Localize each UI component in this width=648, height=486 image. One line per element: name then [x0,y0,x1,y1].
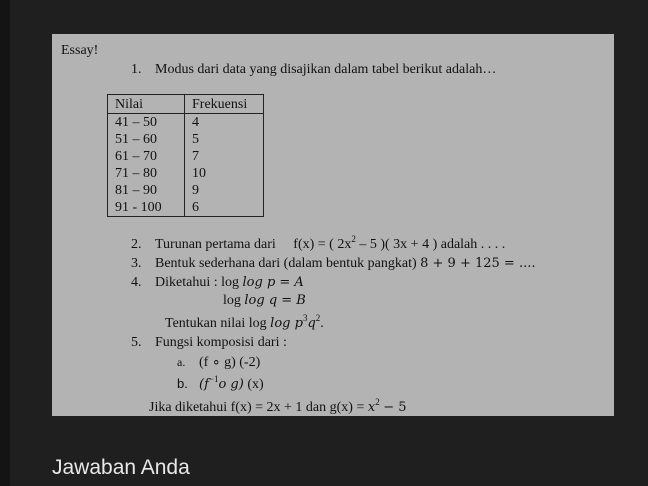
table-cell-frekuensi: 5 [185,131,264,148]
question-1-text: Modus dari data yang disajikan dalam tabel berikut adalah… [155,62,497,77]
table-cell-nilai: 91 - 100 [108,199,185,217]
question-4-find-label: Tentukan nilai log [165,316,267,331]
question-4-find [165,313,324,332]
table-cell-nilai: 71 – 80 [108,165,185,182]
table-row [108,199,264,217]
table-header-nilai: Nilai [108,95,185,114]
question-4-find-exponent-2: 2 [315,313,321,323]
table-header-row [108,95,264,114]
question-5-b-open: (f [199,377,209,392]
question-5-given-exponent: 2 [375,397,380,407]
question-4-line-2 [223,293,306,309]
table-row [108,165,264,182]
question-4-find-q: q [307,316,316,331]
question-5 [131,335,287,351]
table-cell-frekuensi: 10 [185,165,264,182]
question-2-formula-end: – 5 )( 3x + 4 ) adalah . . . . [355,237,506,252]
table-header-frekuensi: Frekuensi [185,95,264,114]
question-2-formula-start: f(x) = ( 2x [293,237,352,252]
question-2-number: 2. [131,237,142,252]
question-5-part-b [177,376,264,393]
question-image [52,34,614,416]
question-4-find-exponent-1: 3 [302,313,308,323]
question-5-b-argument: (x) [247,377,264,392]
question-5-b-label: b. [177,376,188,391]
table-cell-nilai: 81 – 90 [108,182,185,199]
question-1 [131,62,496,78]
table-row [108,114,264,132]
question-5-given-text: Jika diketahui f(x) = 2x + 1 dan g(x) = [149,400,365,415]
question-2-exponent: 2 [351,234,356,244]
question-5-b-exponent: −1 [208,374,219,384]
table-cell-frekuensi: 4 [185,114,264,132]
answer-label: Jawaban Anda [52,456,190,479]
question-3-number: 3. [131,256,142,271]
question-4-log-prefix: log [223,293,241,308]
table-cell-nilai: 51 – 60 [108,131,185,148]
question-4-equation-2: log q = B [244,293,306,308]
table-row [108,148,264,165]
question-5-given [149,397,407,416]
question-3-text: Bentuk sederhana dari (dalam bentuk pangkat) [155,256,417,271]
question-5-given-x: x [367,400,376,415]
question-4-equation-1: log p = A [242,275,304,290]
table-row [108,182,264,199]
question-4-find-end: . [320,316,324,331]
question-1-number: 1. [131,62,142,77]
question-4-number: 4. [131,275,142,290]
section-title: Essay! [61,43,99,58]
table-cell-nilai: 41 – 50 [108,114,185,132]
question-3-formula: 8 + 9 + 125 = .... [420,256,536,271]
question-2 [131,234,506,253]
question-5-given-rest: − 5 [383,400,407,415]
frequency-table [107,94,264,217]
question-5-text: Fungsi komposisi dari : [155,335,287,350]
question-4-find-expression: log p [270,316,303,331]
table-cell-frekuensi: 9 [185,182,264,199]
question-4-known-label: Diketahui : log [155,275,239,290]
question-5-number: 5. [131,335,142,350]
question-5-a-label: a. [177,355,186,369]
table-cell-frekuensi: 7 [185,148,264,165]
table-row [108,131,264,148]
question-5-b-rest: o g) [218,377,244,392]
left-edge-bar [0,0,10,486]
table-cell-frekuensi: 6 [185,199,264,217]
question-5-part-a [177,354,260,371]
table-cell-nilai: 61 – 70 [108,148,185,165]
question-4 [131,275,304,291]
question-5-a-text: (f ∘ g) (-2) [199,355,261,370]
question-2-text: Turunan pertama dari [155,237,276,252]
question-3 [131,256,535,272]
